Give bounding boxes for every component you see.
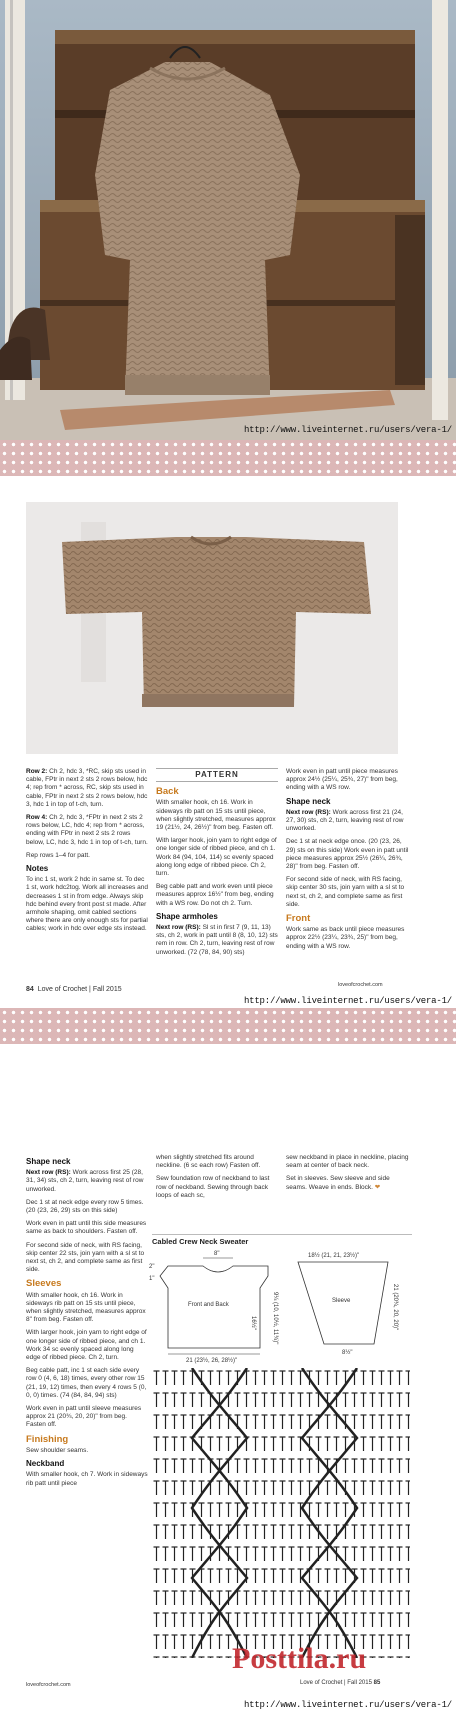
magazine-page-84 — [0, 476, 456, 1008]
dim-sleeve-top: 18½ (21, 21, 23½)" — [308, 1253, 360, 1259]
dim-b: 1" — [149, 1276, 155, 1282]
watermark-url-2: http://www.liveinternet.ru/users/vera-1/ — [243, 996, 452, 1006]
schematic-divider — [152, 1234, 412, 1235]
page-number-84: 84 Love of Crochet | Fall 2015 — [26, 986, 122, 993]
notes-heading: Notes — [26, 864, 49, 874]
finishing-heading: Finishing — [26, 1433, 69, 1445]
neckband-heading: Neckband — [26, 1459, 65, 1469]
armholes-heading: Shape armholes — [156, 911, 218, 921]
heart-icon: ❤ — [374, 1183, 381, 1191]
page85-column-1: Shape neck Next row (RS): Work across first 25 (28, 31, 34) sts, ch 2, turn, leaving rest of row unworked. Dec 1 st at neck edge every row 5 times. (20 (23, 26, 29) sts on this side) Work even in patt until this side measures same as back to shoulders. Fasten off. For second side of neck, with RS facing, skip center 22 sts, join yarn with a sl st to next st, ch 2, and complete same as first side. Sleeves With smaller hook, ch 16. Work in sideways rib patt on 15 sts until piece, when slightly stretched, measures approx 8" from beg. Fasten off. With larger hook, join yarn to right edge of one longer side of ribbed piece, and ch 1. Work 34 sc evenly spaced along long edge of ribbed piece. Ch 2, turn. Beg cable patt, inc 1 st each side every row 0 (4, 6, 18) times, every other row 15 (21, 19, 12) times, then every 4 rows 5 (0, 0, 0) times. (74 (84, 84, 94) sts) Work even in patt until sleeve measures approx 21 (20¾, 20, 20)" from beg. Fasten off. Finishing Sew shoulder seams. Neckband With smaller hook, ch 7. Work in sideways rib patt until piece — [26, 1157, 148, 1487]
schematic-title: Cabled Crew Neck Sweater — [152, 1237, 249, 1246]
sweater-schematic — [148, 1244, 412, 1364]
shape-neck-front-heading: Shape neck — [26, 1157, 71, 1166]
stitch-chart — [152, 1368, 410, 1658]
page84-column-3: Work even in patt until piece measures approx 24½ (25¼, 25¾, 27)" from beg, ending with a WS row. Shape neck Next row (RS): Work across first 21 (24, 27, 30) sts, ch 2, turn, leaving rest of row unworked. Dec 1 st at neck edge once. (20 (23, 26, 29) sts on this side) Work even in patt until piece measures approx 25½ (26¼, 26¾, 28)" from beg. Fasten off. For second side of neck, with RS facing, skip center 30 sts, join yarn with a sl st to next st, ch 2, and complete same as first side. Front Work same as back until piece measures approx 22½ (23¼, 23¾, 25)" from beg, ending with a WS row. — [286, 768, 409, 950]
page85-column-2: when slightly stretched fits around neckline. (6 sc each row) Fasten off. Sew foundation row of neckband to last row of neckband. Sewing through back loops of each sc, — [156, 1154, 270, 1199]
dim-armhole: 9¼ (10, 10½, 11¾)" — [272, 1292, 278, 1345]
magazine-page-85 — [0, 1044, 456, 1718]
sweater-photo-panel — [0, 0, 456, 440]
dim-a: 2" — [149, 1264, 155, 1270]
label-sleeve: Sleeve — [332, 1298, 351, 1304]
page85-column-3: sew neckband in place in neckline, placing seam at center of back neck. Set in sleeves. Sew sleeve and side seams. Weave in ends. Block. ❤ — [286, 1154, 409, 1191]
pattern-heading: PATTERN — [156, 768, 278, 782]
site-label: loveofcrochet.com — [338, 982, 383, 988]
dim-neck: 8" — [214, 1251, 220, 1257]
sweater-flat-photo — [26, 502, 398, 754]
page84-column-2: PATTERN Back With smaller hook, ch 16. Work in sideways rib patt on 15 sts until piece, when slightly stretched, measures approx 19 (21½, 24, 26½)" from beg. Fasten off. With larger hook, join yarn to right edge of one longer side of ribbed piece, and ch 1. Work 84 (94, 104, 114) sc evenly spaced along long edge of ribbed piece. Ch 2, turn. Beg cable patt and work even until piece measures approx 16½" from beg, ending with a WS row. Do not ch 2. Turn. Shape armholes Next row (RS): Sl st in first 7 (9, 11, 13) sts, ch 2, work in patt until 8 (8, 10, 12) sts rem in row. Ch 2, turn, leaving rest of row unworked. (72 (78, 84, 90) sts) — [156, 770, 278, 956]
dotted-divider — [0, 440, 456, 476]
site-label-2: loveofcrochet.com — [26, 1682, 71, 1688]
front-heading: Front — [286, 913, 311, 925]
sleeves-heading: Sleeves — [26, 1278, 62, 1290]
watermark-url: http://www.liveinternet.ru/users/vera-1/ — [243, 425, 452, 435]
posttila-stamp: Posttila.ru — [232, 1642, 367, 1675]
page84-column-1: Row 2: Ch 2, hdc 3, *RC, skip sts used in cable, FPtr in next 2 sts 2 rows below, hdc 4; rep from * across, RC, skip sts used in cable, FPtr in next 2 sts 2 rows below, hdc 3, hdc 1 in top of t-ch, turn. Row 4: Ch 2, hdc 3, *FPtr in next 2 sts 2 rows below, LC, hdc 4; rep from * across, ending with FPtr in next 2 sts 2 rows below, LC, hdc 3, hdc 1 in top of t-ch, turn. Rep rows 1–4 for patt. Notes To inc 1 st, work 2 hdc in same st. To dec 1 st, work hdc2tog. Work all increases and decreases 1 st in from edge. Always skip hdc behind every front post st made. After armhole shaping, omit cabled sections where there are only enough sts for partial cables; work in hdc over edge sts instead. — [26, 768, 148, 933]
dim-body-width: 21 (23½, 26, 28½)" — [186, 1358, 238, 1364]
dim-cuff: 8½" — [342, 1350, 353, 1356]
shape-neck-heading: Shape neck — [286, 796, 331, 806]
dim-sleeve-len: 21 (20¾, 20, 20)" — [392, 1284, 398, 1331]
page-number-85: Love of Crochet | Fall 2015 85 — [300, 1680, 381, 1686]
label-front-back: Front and Back — [188, 1302, 229, 1308]
sweater-on-trunks-photo — [0, 0, 456, 440]
dim-side: 16½" — [250, 1316, 256, 1330]
back-heading: Back — [156, 786, 179, 798]
watermark-url-3: http://www.liveinternet.ru/users/vera-1/ — [243, 1700, 452, 1710]
dotted-divider-2 — [0, 1008, 456, 1044]
